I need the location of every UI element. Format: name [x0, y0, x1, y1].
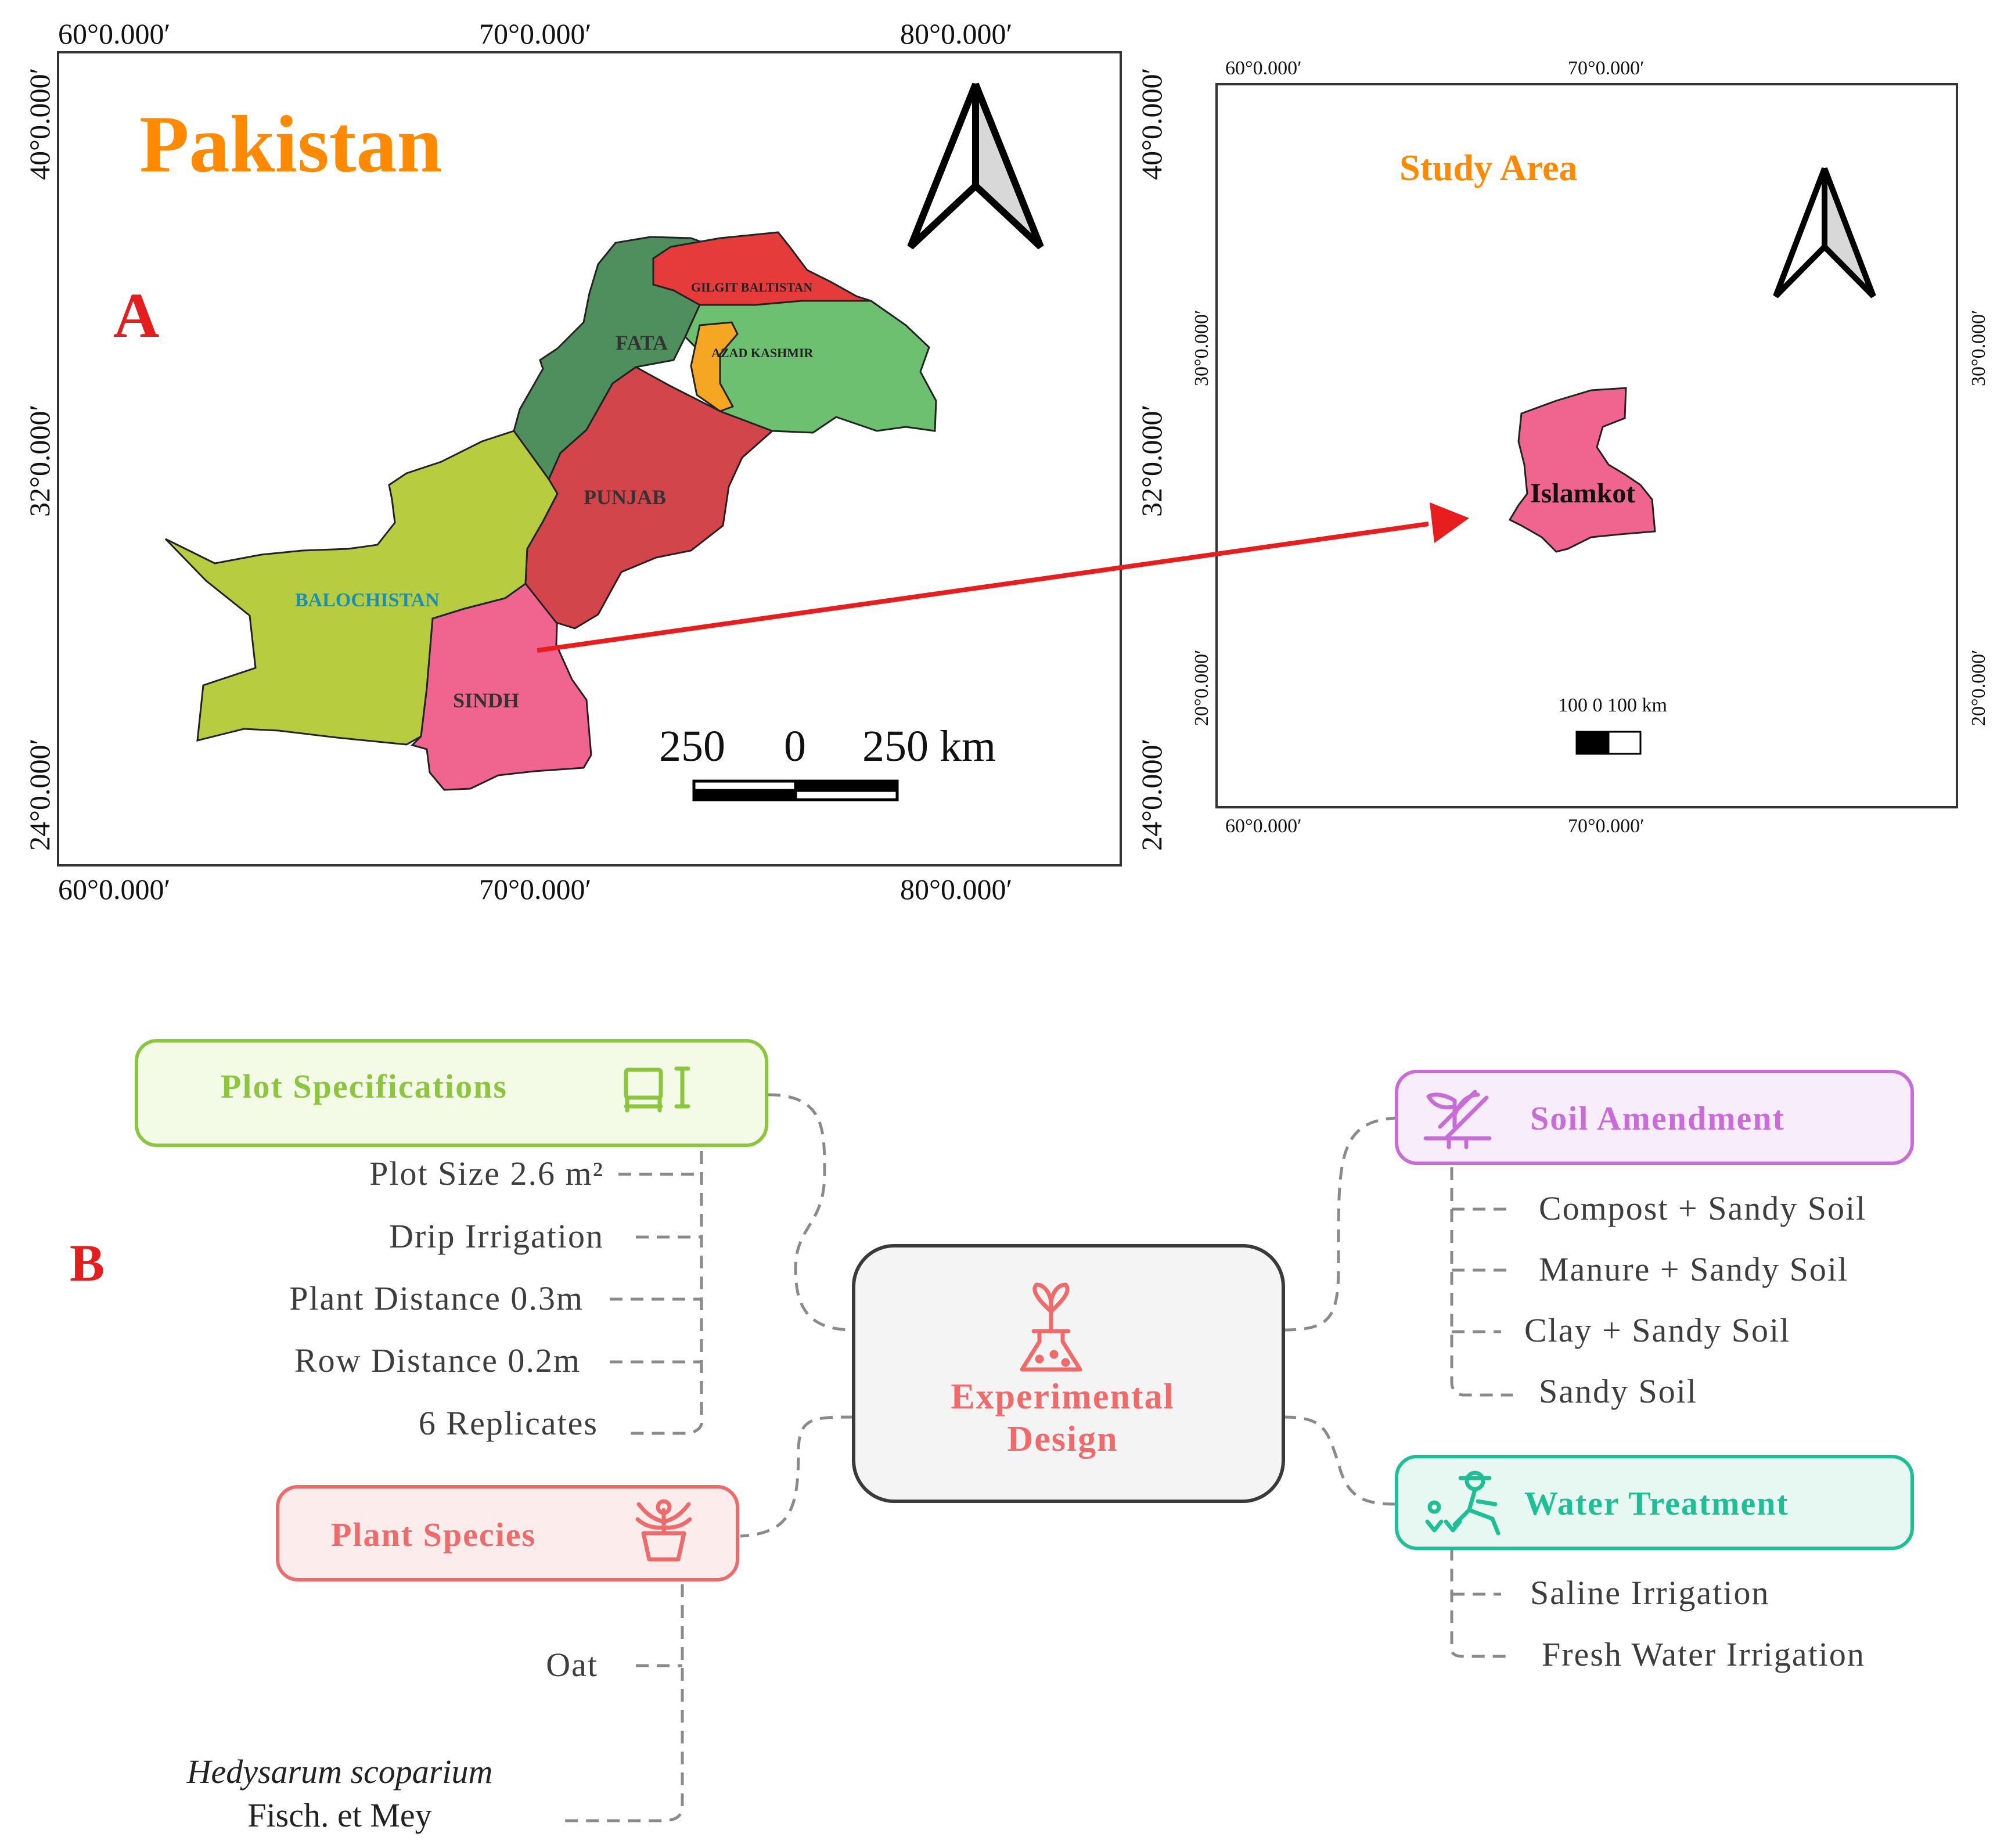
label-sindh: SINDH [453, 689, 520, 712]
plot-spec-item: Drip Irrigation [389, 1217, 604, 1255]
coord-right-3: 24°0.000′ [1135, 738, 1168, 851]
plot-spec-item: Plant Distance 0.3m [289, 1279, 584, 1317]
study-area-title: Study Area [1399, 147, 1578, 188]
water-treatment-item: Fresh Water Irrigation [1542, 1635, 1865, 1673]
soil-amendment-label: Soil Amendment [1530, 1099, 1785, 1137]
plot-specifications-label: Plot Specifications [221, 1067, 508, 1105]
water-treatment-item: Saline Irrigation [1530, 1574, 1770, 1612]
label-punjab: PUNJAB [584, 486, 666, 509]
coord-right-1: 40°0.000′ [1135, 67, 1168, 180]
study-coord-bottom-1: 60°0.000′ [1225, 815, 1302, 837]
plot-spec-item: Row Distance 0.2m [294, 1342, 581, 1379]
coord-top-3: 80°0.000′ [900, 17, 1013, 50]
panel-a-letter: A [113, 280, 160, 351]
coord-right-2: 32°0.000′ [1135, 404, 1168, 517]
study-coord-top-1: 60°0.000′ [1225, 57, 1302, 79]
coord-left-2: 32°0.000′ [23, 404, 56, 517]
plot-spec-item: Plot Size 2.6 m² [369, 1155, 604, 1192]
panel-a-map [23, 17, 1168, 905]
scale-label-mid: 0 [784, 722, 806, 771]
soil-amendment-item: Manure + Sandy Soil [1539, 1250, 1849, 1288]
study-coord-top-2: 70°0.000′ [1568, 57, 1645, 79]
node-plot-specifications [136, 1041, 767, 1442]
plant-species-item: Oat [546, 1646, 598, 1684]
soil-amendment-item: Compost + Sandy Soil [1539, 1189, 1867, 1227]
soil-amendment-item: Sandy Soil [1539, 1372, 1697, 1410]
scale-label-left: 250 [659, 722, 725, 771]
node-water-treatment [1397, 1457, 1912, 1673]
node-soil-amendment [1397, 1072, 1912, 1410]
study-coord-right-1: 30°0.000′ [1968, 310, 1989, 386]
study-area-map [1191, 57, 1989, 837]
coord-left-3: 24°0.000′ [23, 738, 56, 851]
label-fata: FATA [616, 331, 668, 354]
label-gilgit-baltistan: GILGIT BALTISTAN [691, 280, 813, 294]
label-azad-kashmir: AZAD KASHMIR [711, 346, 814, 360]
plant-species-scientific-name: Hedysarum scoparium [186, 1753, 493, 1791]
scale-label-right: 250 km [862, 722, 996, 771]
study-scale-label: 100 0 100 km [1558, 695, 1667, 716]
center-node-experimental-design [854, 1246, 1283, 1501]
map-title: Pakistan [139, 99, 442, 189]
panel-b-diagram [70, 1041, 1912, 1834]
center-label-line1: Experimental [951, 1377, 1175, 1416]
plant-species-authority: Fisch. et Mey [247, 1796, 432, 1834]
study-coord-left-1: 30°0.000′ [1191, 310, 1212, 386]
center-label-line2: Design [1007, 1419, 1118, 1459]
coord-left-1: 40°0.000′ [23, 67, 56, 180]
coord-bottom-3: 80°0.000′ [900, 873, 1013, 905]
soil-amendment-item: Clay + Sandy Soil [1524, 1311, 1791, 1349]
node-plant-species [186, 1487, 737, 1834]
province-kpk [685, 301, 936, 433]
coord-top-2: 70°0.000′ [479, 17, 592, 50]
study-coord-left-2: 20°0.000′ [1191, 649, 1212, 726]
label-balochistan: BALOCHISTAN [295, 589, 440, 611]
panel-b-letter: B [70, 1235, 105, 1292]
study-coord-right-2: 20°0.000′ [1968, 649, 1989, 726]
coord-bottom-1: 60°0.000′ [58, 873, 171, 905]
plot-spec-item: 6 Replicates [418, 1404, 598, 1442]
study-coord-bottom-2: 70°0.000′ [1568, 815, 1645, 837]
coord-top-1: 60°0.000′ [58, 17, 171, 50]
plant-species-label: Plant Species [331, 1516, 537, 1554]
study-place-label: Islamkot [1530, 478, 1636, 509]
water-treatment-label: Water Treatment [1524, 1484, 1789, 1522]
coord-bottom-2: 70°0.000′ [479, 873, 592, 905]
